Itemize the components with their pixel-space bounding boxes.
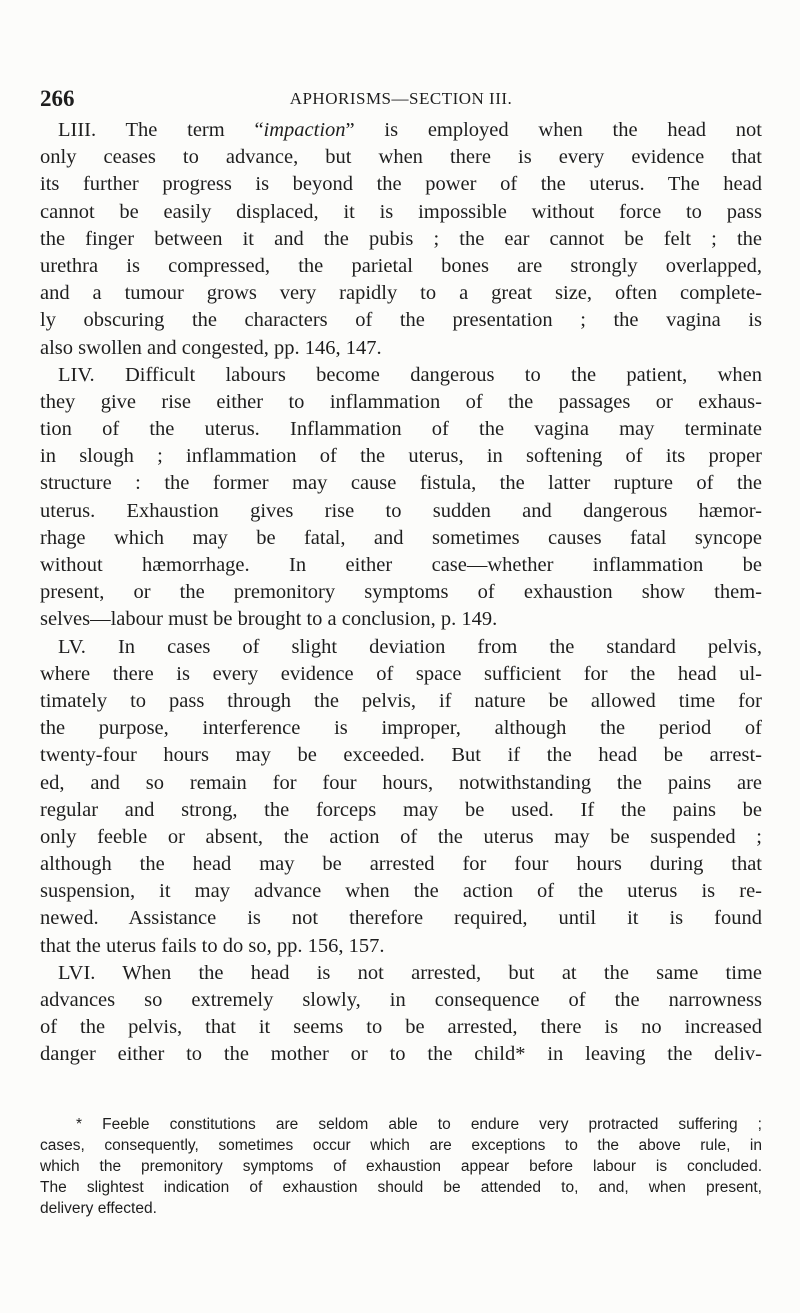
text-line: [40, 661, 762, 688]
text-segment: the finger between it and the pubis ; the ear cannot be felt ; the: [40, 227, 762, 250]
text-line: [40, 797, 762, 824]
italic-term: impaction: [263, 119, 346, 141]
text-segment: LVI. When the head is not arrested, but at the same time: [58, 961, 762, 984]
text-segment: in slough ; inflammation of the uterus, in softening of its proper: [40, 445, 762, 468]
text-segment: cannot be easily displaced, it is impossible without force to pass: [40, 200, 762, 223]
footnote-line: delivery effected.: [40, 1200, 157, 1217]
text-segment: ” is employed when the head not: [345, 119, 762, 141]
text-segment: they give rise either to inflammation of the passages or exhaus-: [40, 390, 762, 413]
text-segment: regular and strong, the forceps may be used. If the pains be: [40, 798, 762, 821]
text-line: [40, 226, 762, 253]
text-line: [40, 498, 762, 525]
footnote-line: cases, consequently, sometimes occur which are exceptions to the above rule, in: [40, 1137, 762, 1154]
text-segment: only ceases to advance, but when there is every evidence that: [40, 146, 762, 169]
text-segment: advances so extremely slowly, in consequence of the narrowness: [40, 989, 762, 1011]
text-line: [40, 117, 762, 144]
text-line: [40, 389, 762, 416]
text-segment: that the uterus fails to do so, pp. 156, 157.: [40, 934, 385, 957]
text-segment: the purpose, interference is improper, although the period of: [40, 717, 762, 740]
text-line: [40, 1041, 762, 1068]
text-segment: twenty-four hours may be exceeded. But if the head be arrest-: [40, 744, 762, 767]
text-segment: LIII. The term “: [58, 119, 264, 141]
footnote-line: * Feeble constitutions are seldom able to endure very protracted suffering ;: [76, 1116, 762, 1133]
text-segment: ly obscuring the characters of the presentation ; the vagina is: [40, 309, 762, 332]
text-line: [40, 552, 762, 579]
text-line: [40, 634, 762, 661]
text-line: [40, 525, 762, 552]
text-line: [40, 199, 762, 226]
text-segment: timately to pass through the pelvis, if nature be allowed time for: [40, 689, 762, 712]
text-segment: rhage which may be fatal, and sometimes causes fatal syncope: [40, 526, 762, 549]
text-line: [40, 960, 762, 987]
footnote-line: The slightest indication of exhaustion should be attended to, and, when present,: [40, 1179, 762, 1196]
text-line: [40, 715, 762, 742]
text-line: [40, 878, 762, 905]
text-line: [40, 688, 762, 715]
page-number: 266: [40, 86, 75, 111]
text-line: [40, 770, 762, 797]
footnote-line: which the premonitory symptoms of exhaustion appear before labour is concluded.: [40, 1158, 762, 1175]
text-segment: LIV. Difficult labours become dangerous to the patient, when: [58, 363, 762, 386]
text-segment: where there is every evidence of space sufficient for the head ul-: [40, 662, 762, 685]
text-line: [40, 470, 762, 497]
text-line: [40, 280, 762, 307]
text-line: [40, 851, 762, 878]
text-line: [40, 1014, 762, 1041]
text-line: [40, 933, 762, 960]
text-segment: suspension, it may advance when the action of the uterus is re-: [40, 880, 762, 903]
text-segment: only feeble or absent, the action of the uterus may be suspended ;: [40, 825, 762, 848]
text-segment: danger either to the mother or to the child* in leaving the deliv-: [40, 1043, 762, 1066]
text-segment: LV. In cases of slight deviation from the standard pelvis,: [58, 635, 762, 658]
text-line: [40, 824, 762, 851]
text-segment: ed, and so remain for four hours, notwithstanding the pains are: [40, 771, 762, 794]
text-segment: urethra is compressed, the parietal bones are strongly overlapped,: [40, 254, 762, 277]
text-line: [40, 606, 762, 633]
text-line: [40, 987, 762, 1014]
text-line: [40, 362, 762, 389]
text-line: [40, 742, 762, 769]
text-segment: newed. Assistance is not therefore required, until it is found: [40, 907, 762, 930]
text-segment: and a tumour grows very rapidly to a great size, often complete-: [40, 282, 762, 305]
text-segment: uterus. Exhaustion gives rise to sudden and dangerous hæmor-: [40, 499, 762, 522]
text-segment: although the head may be arrested for four hours during that: [40, 853, 762, 876]
running-title: APHORISMS—SECTION III.: [289, 89, 513, 108]
text-line: [40, 335, 762, 362]
text-segment: present, or the premonitory symptoms of exhaustion show them-: [40, 581, 762, 604]
text-segment: its further progress is beyond the power of the uterus. The head: [40, 173, 762, 196]
text-segment: selves—labour must be brought to a conclusion, p. 149.: [40, 608, 498, 631]
text-line: [40, 171, 762, 198]
text-line: [40, 144, 762, 171]
text-segment: also swollen and congested, pp. 146, 147.: [40, 336, 382, 359]
text-segment: without hæmorrhage. In either case—whether inflammation be: [40, 554, 762, 576]
text-line: [40, 416, 762, 443]
page-header: [40, 86, 762, 112]
text-segment: of the pelvis, that it seems to be arrested, there is no increased: [40, 1016, 762, 1039]
text-line: [40, 579, 762, 606]
text-segment: tion of the uterus. Inflammation of the vagina may terminate: [40, 418, 762, 441]
body-text: [40, 117, 762, 1069]
text-line: [40, 443, 762, 470]
text-segment: structure : the former may cause fistula, the latter rupture of the: [40, 472, 762, 495]
text-line: [40, 253, 762, 280]
footnote: [40, 1114, 762, 1219]
text-line: [40, 307, 762, 334]
text-line: [40, 905, 762, 932]
